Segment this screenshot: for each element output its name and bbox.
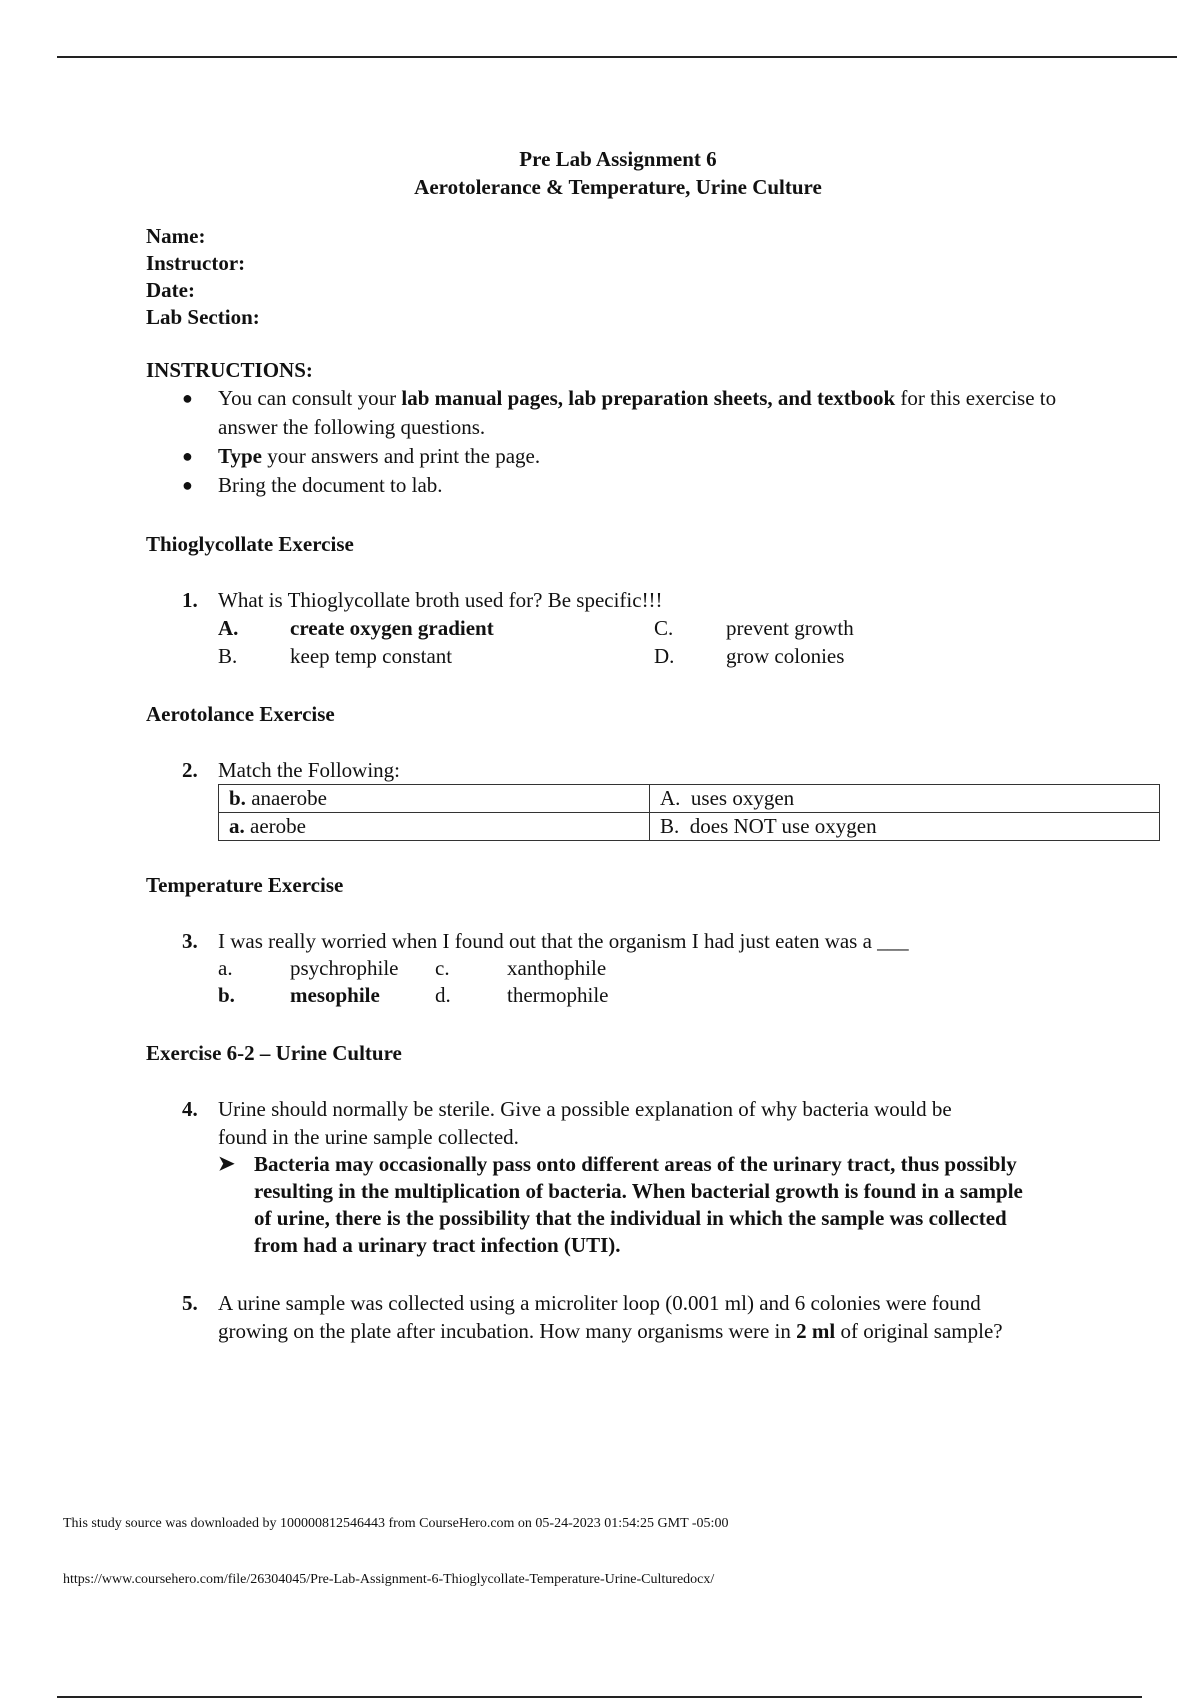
bottom-rule [57, 1696, 1142, 1698]
instructor-label: Instructor: [146, 251, 246, 275]
name-label: Name: [146, 224, 206, 248]
question-2: 2. Match the Following: b. anaerobe A. uses oxygen a. aerobe B. does NOT use oxygen [146, 756, 1166, 841]
section-heading-urine: Exercise 6-2 – Urine Culture [146, 1041, 402, 1065]
page-title: Pre Lab Assignment 6 [519, 147, 717, 171]
instructions-heading: INSTRUCTIONS: [146, 358, 313, 382]
question-4: 4. Urine should normally be sterile. Give a possible explanation of why bacteria would be found in the urine sample collected. ➤ Bacteria may occasionally pass onto different areas of the urinary tract, thus possibly resulting in the multiplication of bacteria. When bacterial growth is found in a sample of urine, there is the possibility that the individual in which the sample was collected from had a urinary tract infection (UTI). [146, 1095, 1166, 1259]
question-text: What is Thioglycollate broth used for? Be specific!!! [218, 588, 663, 612]
instruction-item: ● You can consult your lab manual pages, lab preparation sheets, and textbook for this exercise to answer the following questions. [182, 386, 1057, 439]
question-text: A urine sample was collected using a microliter loop (0.001 ml) and 6 colonies were found growing on the plate after incubation. How many organisms were in 2 ml of original sample? [218, 1291, 1003, 1343]
question-3: 3. I was really worried when I found out that the organism I had just eaten was a ___ a. psychrophile c. xanthophile b. mesophile d. thermophile [146, 927, 1166, 1009]
section-heading-aerotolance: Aerotolance Exercise [146, 702, 335, 726]
footer-source-url: https://www.coursehero.com/file/26304045/Pre-Lab-Assignment-6-Thioglycollate-Temperature-Urine-Culturedocx/ [63, 1572, 715, 1587]
question-text: Match the Following: [218, 758, 400, 782]
footer-download-notice: This study source was downloaded by 100000812546443 from CourseHero.com on 05-24-2023 01:54:25 GMT -05:00 [63, 1516, 729, 1531]
match-table [218, 784, 1160, 841]
question-1: 1. What is Thioglycollate broth used for? Be specific!!! A. create oxygen gradient C. prevent growth B. keep temp constant D. grow colonies [146, 586, 1166, 670]
question-5: 5. A urine sample was collected using a microliter loop (0.001 ml) and 6 colonies were found growing on the plate after incubation. How many organisms were in 2 ml of original sample? [146, 1289, 1166, 1345]
question-text: Urine should normally be sterile. Give a possible explanation of why bacteria would be found in the urine sample collected. [218, 1097, 952, 1149]
question-text: I was really worried when I found out that the organism I had just eaten was a ___ [218, 929, 909, 953]
section-heading-temperature: Temperature Exercise [146, 873, 344, 897]
page-subtitle: Aerotolerance & Temperature, Urine Culture [414, 175, 822, 199]
selected-choice: mesophile [290, 983, 380, 1007]
top-rule [57, 56, 1177, 58]
choices: A. create oxygen gradient C. prevent growth B. keep temp constant D. grow colonies [218, 616, 854, 668]
date-label: Date: [146, 278, 195, 302]
lab-section-label: Lab Section: [146, 305, 260, 329]
answer-text: ➤ Bacteria may occasionally pass onto different areas of the urinary tract, thus possibly resulting in the multiplication of bacteria. When bacterial growth is found in a sample of urine, there is the possibility that the individual in which the sample was collected from had a urinary tract infection (UTI). [218, 1152, 1023, 1257]
arrow-bullet-icon: ➤ [218, 1153, 235, 1175]
table-row: b. anaerobe A. uses oxygen [219, 785, 1160, 813]
bullet-icon: ● [182, 388, 193, 408]
selected-choice: create oxygen gradient [290, 616, 494, 640]
choices: a. psychrophile c. xanthophile b. mesophile d. thermophile [218, 956, 609, 1007]
instruction-item: ● Type your answers and print the page. [218, 442, 1098, 471]
bullet-icon: ● [182, 475, 193, 495]
header-fields [146, 223, 1166, 331]
table-row: a. aerobe B. does NOT use oxygen [219, 813, 1160, 841]
instruction-item: ● Bring the document to lab. [218, 471, 1098, 500]
section-heading-thioglycollate: Thioglycollate Exercise [146, 532, 354, 556]
instructions-list [146, 384, 1166, 500]
document-page [146, 145, 1166, 1345]
bullet-icon: ● [182, 446, 193, 466]
